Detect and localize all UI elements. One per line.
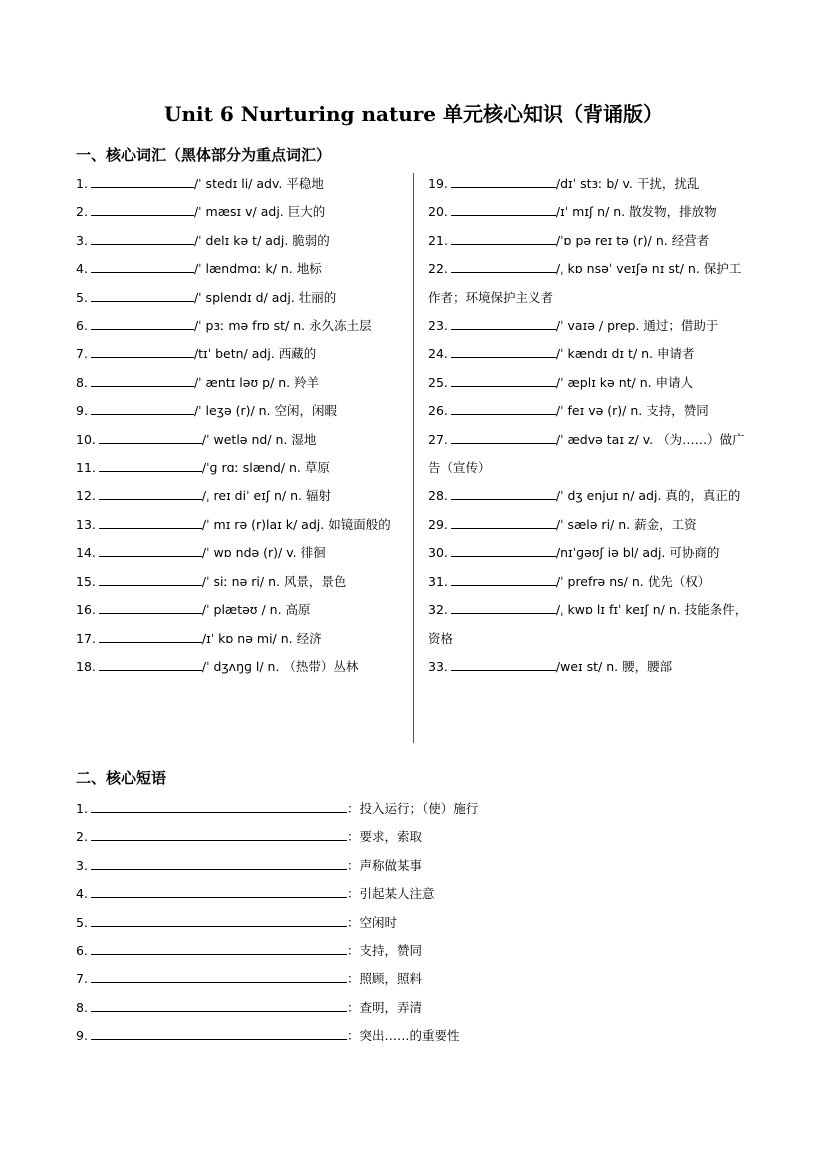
phrase-item — [76, 852, 676, 880]
answer-blank[interactable] — [99, 488, 202, 500]
page-title: Unit 6 Nurturing nature 单元核心知识（背诵版） — [164, 102, 663, 126]
answer-blank[interactable] — [99, 631, 202, 643]
answer-blank[interactable] — [451, 659, 556, 671]
vocab-item — [428, 568, 753, 596]
answer-blank[interactable] — [451, 318, 556, 330]
answer-blank[interactable] — [91, 403, 194, 415]
item-number: 2. — [76, 829, 88, 845]
answer-blank[interactable] — [99, 460, 202, 472]
phonetic-and-meaning: /ˈ stedɪ li/ adv. 平稳地 — [193, 176, 324, 191]
item-number: 2. — [76, 204, 88, 220]
phonetic-and-meaning: /ˈ mɪ rə (r)laɪ k/ adj. 如镜面般的 — [201, 516, 391, 532]
phonetic-and-meaning: /ˈ kændɪ dɪ t/ n. 申请者 — [555, 346, 695, 362]
phonetic-and-meaning: /ˌ kɒ nsəˈ veɪʃə nɪ st/ n. 保护工作者；环境保护主义者 — [428, 261, 742, 305]
answer-blank[interactable] — [451, 545, 556, 557]
answer-blank[interactable] — [451, 346, 556, 358]
answer-blank[interactable] — [451, 432, 556, 444]
phonetic-and-meaning: /ˈ dʒʌŋɡ l/ n. （热带）丛林 — [201, 658, 359, 674]
item-number: 5. — [76, 914, 88, 930]
vocab-item — [76, 568, 396, 596]
phrase-item — [76, 909, 676, 937]
item-number: 9. — [76, 403, 88, 419]
answer-blank[interactable] — [91, 886, 347, 898]
item-number: 6. — [76, 943, 88, 959]
vocab-item — [428, 255, 753, 312]
item-number: 3. — [76, 857, 88, 873]
item-number: 16. — [76, 602, 96, 618]
phrase-item — [76, 1022, 676, 1050]
answer-blank[interactable] — [91, 204, 194, 216]
vocab-item — [428, 198, 753, 226]
vocab-item — [428, 653, 753, 681]
phonetic-and-meaning: /tɪˈ betn/ adj. 西藏的 — [193, 346, 317, 362]
answer-blank[interactable] — [451, 233, 556, 245]
answer-blank[interactable] — [451, 375, 556, 387]
item-number: 32. — [428, 602, 448, 618]
item-number: 4. — [76, 261, 88, 277]
vocab-item — [76, 369, 396, 397]
phonetic-and-meaning: /nɪˈɡəʊʃ iə bl/ adj. 可协商的 — [555, 545, 720, 561]
vocab-item — [428, 312, 753, 340]
vocab-item — [76, 170, 396, 198]
vocab-list-right — [428, 170, 753, 681]
vocab-item — [76, 539, 396, 567]
phrase-item — [76, 994, 676, 1022]
vocab-item — [76, 397, 396, 425]
item-number: 24. — [428, 346, 448, 362]
vocab-item — [76, 653, 396, 681]
answer-blank[interactable] — [91, 375, 194, 387]
answer-blank[interactable] — [451, 488, 556, 500]
phonetic-and-meaning: /ɪˈ mɪʃ n/ n. 散发物，排放物 — [555, 204, 717, 220]
vocab-item — [76, 625, 396, 653]
phrase-meaning: ：支持，赞同 — [346, 943, 422, 959]
answer-blank[interactable] — [451, 403, 556, 415]
item-number: 1. — [76, 176, 88, 191]
item-number: 25. — [428, 374, 448, 390]
answer-blank[interactable] — [91, 915, 347, 927]
phonetic-and-meaning: /ˈ vaɪə / prep. 通过；借助于 — [555, 318, 719, 334]
vocab-item — [76, 198, 396, 226]
item-number: 7. — [76, 971, 88, 987]
phonetic-and-meaning: /ˌ reɪ diˈ eɪʃ n/ n. 辐射 — [201, 488, 331, 504]
phrase-meaning: ：投入运行；（使）施行 — [346, 801, 479, 816]
item-number: 22. — [428, 261, 448, 277]
item-number: 8. — [76, 374, 88, 390]
phonetic-and-meaning: /ˈ ædvə taɪ z/ v. （为……）做广告（宣传） — [428, 431, 745, 476]
item-number: 8. — [76, 999, 88, 1015]
phrase-meaning: ：查明，弄清 — [346, 999, 422, 1015]
phrases-section-heading: 二、核心短语 — [76, 769, 167, 787]
answer-blank[interactable] — [91, 801, 347, 813]
answer-blank[interactable] — [451, 176, 556, 188]
vocab-list-left — [76, 170, 396, 681]
item-number: 1. — [76, 801, 88, 816]
vocab-item — [76, 454, 396, 482]
phonetic-and-meaning: /ˈ sælə ri/ n. 薪金，工资 — [555, 516, 697, 532]
phrase-meaning: ：空闲时 — [346, 914, 397, 930]
answer-blank[interactable] — [91, 346, 194, 358]
phonetic-and-meaning: /ˌ kwɒ lɪ fɪˈ keɪʃ n/ n. 技能条件，资格 — [428, 602, 748, 646]
item-number: 15. — [76, 573, 96, 589]
answer-blank[interactable] — [451, 204, 556, 216]
phrase-meaning: ：突出……的重要性 — [346, 1028, 460, 1044]
vocab-item — [428, 539, 753, 567]
phrase-item — [76, 937, 676, 965]
answer-blank[interactable] — [99, 432, 202, 444]
item-number: 29. — [428, 516, 448, 532]
item-number: 26. — [428, 403, 448, 419]
vocab-section-heading: 一、核心词汇（黑体部分为重点词汇） — [76, 146, 332, 164]
phonetic-and-meaning: /ˈ mæsɪ v/ adj. 巨大的 — [193, 204, 326, 220]
phrase-list — [76, 795, 676, 1051]
item-number: 12. — [76, 488, 96, 504]
phonetic-and-meaning: /ˈɒ pə reɪ tə (r)/ n. 经营者 — [555, 232, 710, 248]
item-number: 31. — [428, 573, 448, 589]
item-number: 6. — [76, 318, 88, 334]
phrase-item — [76, 823, 676, 851]
phrase-meaning: ：引起某人注意 — [346, 886, 435, 902]
vocab-item — [76, 284, 396, 312]
phrase-meaning: ：要求，索取 — [346, 829, 422, 845]
answer-blank[interactable] — [91, 943, 347, 955]
phrase-meaning: ：声称做某事 — [346, 857, 422, 873]
phrase-item — [76, 795, 676, 823]
vocab-item — [76, 227, 396, 255]
answer-blank[interactable] — [91, 1028, 347, 1040]
answer-blank[interactable] — [99, 602, 202, 614]
item-number: 21. — [428, 232, 448, 248]
item-number: 20. — [428, 204, 448, 220]
item-number: 4. — [76, 886, 88, 902]
answer-blank[interactable] — [91, 176, 194, 188]
item-number: 7. — [76, 346, 88, 362]
phonetic-and-meaning: /dɪˈ stɜː b/ v. 干扰，扰乱 — [555, 176, 700, 191]
vocab-item — [428, 227, 753, 255]
phonetic-and-meaning: /ˈ pɜː mə frɒ st/ n. 永久冻土层 — [193, 318, 372, 334]
vocab-item — [428, 426, 753, 483]
answer-blank[interactable] — [91, 829, 347, 841]
item-number: 9. — [76, 1028, 88, 1044]
answer-blank[interactable] — [99, 659, 202, 671]
vocab-item — [428, 369, 753, 397]
phrase-meaning: ：照顾，照料 — [346, 971, 422, 987]
vocab-item — [428, 482, 753, 510]
item-number: 30. — [428, 545, 448, 561]
vocab-item — [76, 596, 396, 624]
vocab-item — [428, 397, 753, 425]
item-number: 33. — [428, 658, 448, 674]
phonetic-and-meaning: /ˈ leʒə (r)/ n. 空闲，闲暇 — [193, 403, 338, 419]
phonetic-and-meaning: /ɪˈ kɒ nə mi/ n. 经济 — [201, 630, 322, 646]
answer-blank[interactable] — [451, 261, 556, 273]
item-number: 5. — [76, 289, 88, 305]
item-number: 11. — [76, 460, 96, 476]
answer-blank[interactable] — [451, 574, 556, 586]
item-number: 27. — [428, 431, 448, 447]
phonetic-and-meaning: /ˈ dʒ enjuɪ n/ adj. 真的，真正的 — [555, 488, 741, 504]
vocab-item — [428, 170, 753, 198]
phonetic-and-meaning: /ˈ æntɪ ləʊ p/ n. 羚羊 — [193, 374, 320, 390]
column-divider — [413, 173, 414, 743]
answer-blank[interactable] — [99, 574, 202, 586]
item-number: 23. — [428, 318, 448, 334]
phonetic-and-meaning: /ˈ lændmɑː k/ n. 地标 — [193, 261, 322, 277]
answer-blank[interactable] — [91, 858, 347, 870]
answer-blank[interactable] — [99, 545, 202, 557]
item-number: 18. — [76, 658, 96, 674]
answer-blank[interactable] — [91, 971, 347, 983]
answer-blank[interactable] — [91, 261, 194, 273]
phonetic-and-meaning: /ˈ feɪ və (r)/ n. 支持，赞同 — [555, 403, 709, 419]
phonetic-and-meaning: /ˈ splendɪ d/ adj. 壮丽的 — [193, 289, 337, 305]
item-number: 28. — [428, 488, 448, 504]
answer-blank[interactable] — [451, 517, 556, 529]
vocab-item — [76, 255, 396, 283]
answer-blank[interactable] — [451, 602, 556, 614]
item-number: 14. — [76, 545, 96, 561]
phonetic-and-meaning: /ˈ siː nə ri/ n. 风景，景色 — [201, 573, 347, 589]
phonetic-and-meaning: /ˈɡ rɑː slænd/ n. 草原 — [201, 460, 330, 476]
vocab-item — [428, 511, 753, 539]
vocab-item — [76, 482, 396, 510]
item-number: 19. — [428, 176, 448, 191]
answer-blank[interactable] — [91, 233, 194, 245]
vocab-item — [76, 426, 396, 454]
answer-blank[interactable] — [91, 318, 194, 330]
phonetic-and-meaning: /ˈ wetlə nd/ n. 湿地 — [201, 431, 317, 447]
answer-blank[interactable] — [91, 290, 194, 302]
vocab-item — [76, 312, 396, 340]
phonetic-and-meaning: /ˈ prefrə ns/ n. 优先（权） — [555, 573, 711, 589]
answer-blank[interactable] — [91, 1000, 347, 1012]
phrase-item — [76, 880, 676, 908]
phrase-item — [76, 965, 676, 993]
item-number: 17. — [76, 630, 96, 646]
vocab-item — [428, 340, 753, 368]
item-number: 10. — [76, 431, 96, 447]
answer-blank[interactable] — [99, 517, 202, 529]
phonetic-and-meaning: /ˈ delɪ kə t/ adj. 脆弱的 — [193, 232, 330, 248]
item-number: 13. — [76, 516, 96, 532]
item-number: 3. — [76, 232, 88, 248]
vocab-item — [76, 340, 396, 368]
vocab-item — [76, 511, 396, 539]
phonetic-and-meaning: /ˈ æplɪ kə nt/ n. 申请人 — [555, 374, 694, 390]
phonetic-and-meaning: /weɪ st/ n. 腰，腰部 — [555, 658, 673, 674]
phonetic-and-meaning: /ˈ wɒ ndə (r)/ v. 徘徊 — [201, 545, 326, 561]
phonetic-and-meaning: /ˈ plætəʊ / n. 高原 — [201, 602, 311, 618]
vocab-item — [428, 596, 753, 653]
